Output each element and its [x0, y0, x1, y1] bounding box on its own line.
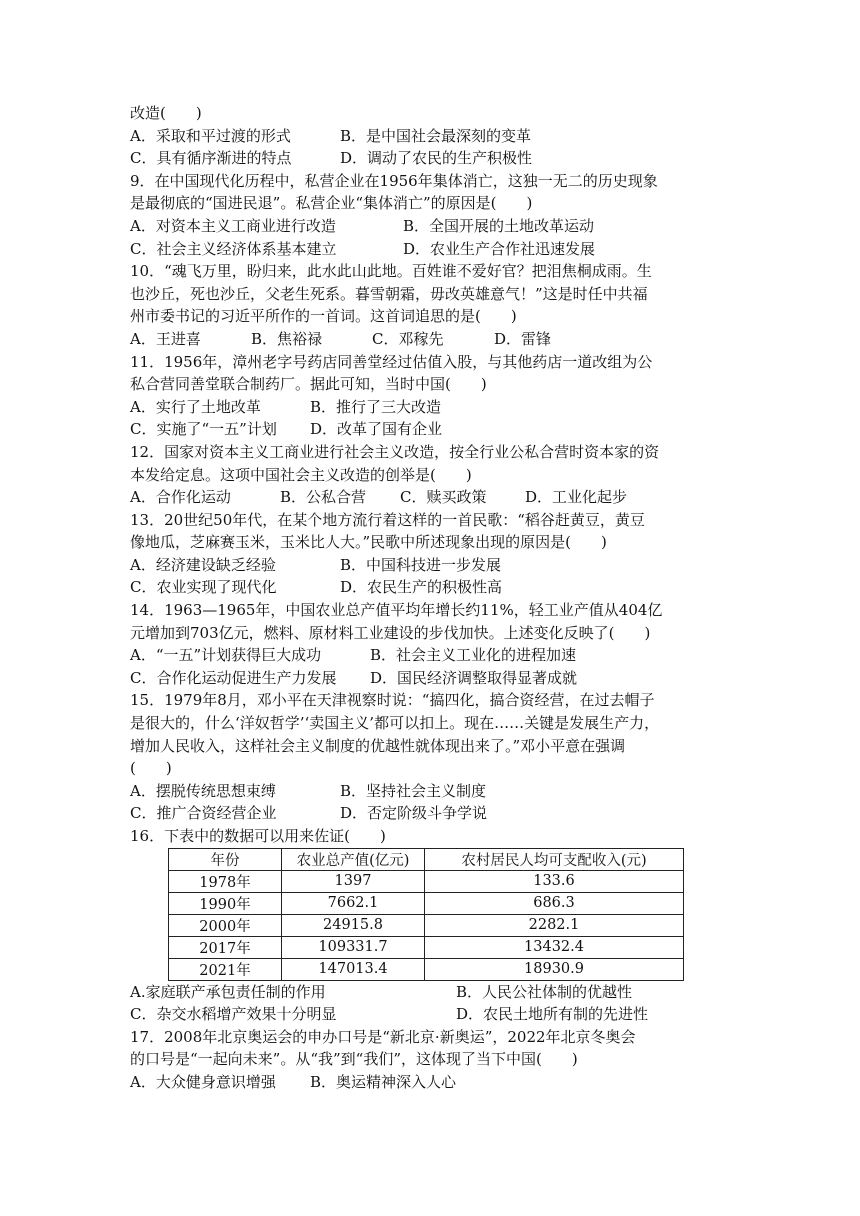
- q17-options-row1: [130, 1071, 740, 1094]
- q11-options-row1: [130, 396, 740, 419]
- q15-option-a[interactable]: A．摆脱传统思想束缚: [130, 781, 276, 800]
- q15-option-d[interactable]: D．否定阶级斗争学说: [340, 804, 488, 823]
- q14-option-b[interactable]: B．社会主义工业化的进程加速: [370, 646, 577, 665]
- q17-stem-cont: 的口号是“一起向未来”。从“我”到“我们”，这体现了当下中国( ): [130, 1050, 578, 1069]
- q15-option-c[interactable]: C．推广合资经营企业: [130, 804, 277, 823]
- q11-stem-cont: 私合营同善堂联合制药厂。据此可知，当时中国( ): [130, 375, 487, 394]
- q9-option-c[interactable]: C．社会主义经济体系基本建立: [130, 239, 337, 258]
- table-row: [169, 870, 684, 892]
- table-cell-year: 2021年: [169, 958, 282, 980]
- q13-option-d[interactable]: D．农民生产的积极性高: [340, 578, 503, 597]
- q15-stem-cont: 是很大的，什么‘洋奴哲学’‘卖国主义’都可以扣上。现在……关键是发展生产力，: [130, 714, 660, 733]
- table-cell-agri-output: 7662.1: [282, 892, 425, 914]
- q13-stem-cont: 像地瓜，芝麻赛玉米，玉米比人大。”民歌中所述现象出现的原因是( ): [130, 533, 607, 552]
- q11-option-d[interactable]: D．改革了国有企业: [310, 420, 443, 439]
- q11-option-a[interactable]: A．实行了土地改革: [130, 397, 261, 416]
- table-header-year: 年份: [169, 848, 282, 870]
- q10-options: [130, 328, 740, 351]
- q17-stem: 17．2008年北京奥运会的申办口号是“新北京·新奥运”，2022年北京冬奥会: [130, 1027, 636, 1046]
- q13-option-b[interactable]: B．中国科技进一步发展: [340, 555, 502, 574]
- q12-stem-cont: 本发给定息。这项中国社会主义改造的创举是( ): [130, 465, 472, 484]
- q8-option-a[interactable]: A．采取和平过渡的形式: [130, 126, 291, 145]
- q11-option-c[interactable]: C．实施了“一五”计划: [130, 420, 277, 439]
- table-row: [169, 958, 684, 980]
- table-cell-rural-income: 2282.1: [425, 914, 684, 936]
- q14-option-c[interactable]: C．合作化运动促进生产力发展: [130, 668, 337, 687]
- q15-option-b[interactable]: B．坚持社会主义制度: [340, 781, 487, 800]
- q16-stem: 16．下表中的数据可以用来佐证( ): [130, 827, 386, 845]
- q17-option-b[interactable]: B．奥运精神深入人心: [310, 1072, 457, 1091]
- q12-options: [130, 486, 740, 509]
- q9-options-row1: [130, 215, 740, 238]
- q15-answer-bracket: ( ): [130, 759, 172, 778]
- q12-option-c[interactable]: C．赎买政策: [400, 488, 487, 507]
- q10-stem-cont2: 州市委书记的习近平所作的一首词。这首词追思的是( ): [130, 307, 517, 326]
- table-cell-agri-output: 24915.8: [282, 914, 425, 936]
- q14-options-row1: [130, 644, 740, 667]
- q9-stem: 9．在中国现代化历程中，私营企业在1956年集体消亡，这独一无二的历史现象: [130, 171, 658, 190]
- q9-option-a[interactable]: A．对资本主义工商业进行改造: [130, 216, 336, 235]
- table-cell-agri-output: 1397: [282, 870, 425, 892]
- table-header-rural-income: 农村居民人均可支配收入(元): [425, 848, 684, 870]
- q10-option-d[interactable]: D．雷锋: [494, 329, 552, 348]
- q11-option-b[interactable]: B．推行了三大改造: [310, 397, 442, 416]
- q15-stem-cont2: 增加人民收入，这样社会主义制度的优越性就体现出来了。”邓小平意在强调: [130, 736, 626, 755]
- q11-stem: 11．1956年，漳州老字号药店同善堂经过估值入股，与其他药店一道改组为公: [130, 352, 653, 371]
- q16-option-d[interactable]: D．农民土地所有制的先进性: [456, 1005, 649, 1024]
- table-cell-rural-income: 13432.4: [425, 936, 684, 958]
- q12-option-b[interactable]: B．公私合营: [280, 488, 367, 507]
- q14-stem-cont: 元增加到703亿元，燃料、原材料工业建设的步伐加快。上述变化反映了( ): [130, 623, 651, 642]
- q8-option-b[interactable]: B．是中国社会最深刻的变革: [340, 126, 532, 145]
- q9-options-row2: [130, 238, 740, 261]
- q16-options-row2: [130, 1003, 740, 1026]
- q13-option-c[interactable]: C．农业实现了现代化: [130, 578, 277, 597]
- q11-options-row2: [130, 418, 740, 441]
- table-cell-agri-output: 109331.7: [282, 936, 425, 958]
- q16-option-c[interactable]: C．杂交水稻增产效果十分明显: [130, 1005, 337, 1024]
- q16-option-b[interactable]: B．人民公社体制的优越性: [456, 982, 633, 1001]
- table-cell-rural-income: 686.3: [425, 892, 684, 914]
- q8-option-d[interactable]: D．调动了农民的生产积极性: [340, 149, 533, 168]
- q8-stem: 改造( ): [130, 104, 202, 122]
- exam-page: [130, 102, 740, 1094]
- q13-stem: 13．20世纪50年代，在某个地方流行着这样的一首民歌：“稻谷赶黄豆，黄豆: [130, 510, 645, 529]
- q13-options-row1: [130, 554, 740, 577]
- q9-option-d[interactable]: D．农业生产合作社迅速发展: [403, 239, 596, 258]
- q12-option-d[interactable]: D．工业化起步: [525, 488, 628, 507]
- table-cell-rural-income: 18930.9: [425, 958, 684, 980]
- q14-stem: 14．1963—1965年，中国农业总产值平均年增长约11%，轻工业产值从404亿: [130, 601, 663, 620]
- q13-options-row2: [130, 576, 740, 599]
- q16-options-row1: [130, 981, 740, 1004]
- q14-option-d[interactable]: D．国民经济调整取得显著成就: [370, 668, 578, 687]
- q10-option-c[interactable]: C．邓稼先: [372, 329, 444, 348]
- q14-option-a[interactable]: A．“一五”计划获得巨大成功: [130, 646, 322, 665]
- q12-stem: 12．国家对资本主义工商业进行社会主义改造，按全行业公私合营时资本家的资: [130, 442, 660, 461]
- table-header-agri-output: 农业总产值(亿元): [282, 848, 425, 870]
- table-cell-year: 2000年: [169, 914, 282, 936]
- q10-option-a[interactable]: A．王进喜: [130, 329, 201, 348]
- q9-option-b[interactable]: B．全国开展的土地改革运动: [403, 216, 595, 235]
- q8-options-row2: [130, 147, 740, 170]
- table-row: [169, 936, 684, 958]
- q8-options-row1: [130, 125, 740, 148]
- q16-data-table: [168, 848, 684, 981]
- q8-option-c[interactable]: C．具有循序渐进的特点: [130, 149, 292, 168]
- q13-option-a[interactable]: A．经济建设缺乏经验: [130, 555, 276, 574]
- table-cell-year: 2017年: [169, 936, 282, 958]
- q17-option-a[interactable]: A．大众健身意识增强: [130, 1072, 276, 1091]
- table-cell-year: 1990年: [169, 892, 282, 914]
- table-row: [169, 914, 684, 936]
- table-cell-rural-income: 133.6: [425, 870, 684, 892]
- q10-stem: 10．“魂飞万里，盼归来，此水此山此地。百姓谁不爱好官？把泪焦桐成雨。生: [130, 262, 652, 281]
- q15-options-row2: [130, 802, 740, 825]
- q10-option-b[interactable]: B．焦裕禄: [251, 329, 323, 348]
- q15-stem: 15．1979年8月，邓小平在天津视察时说：“搞四化，搞合资经营，在过去帽子: [130, 691, 655, 710]
- table-cell-agri-output: 147013.4: [282, 958, 425, 980]
- q16-option-a[interactable]: A.家庭联产承包责任制的作用: [130, 982, 326, 1001]
- q14-options-row2: [130, 667, 740, 690]
- table-header-row: [169, 848, 684, 870]
- q15-options-row1: [130, 780, 740, 803]
- table-row: [169, 892, 684, 914]
- table-cell-year: 1978年: [169, 870, 282, 892]
- q10-stem-cont: 也沙丘，死也沙丘，父老生死系。暮雪朝霜，毋改英雄意气！”这是时任中共福: [130, 284, 648, 303]
- q9-stem-cont: 是最彻底的“国进民退”。私营企业“集体消亡”的原因是( ): [130, 194, 533, 213]
- q12-option-a[interactable]: A．合作化运动: [130, 488, 231, 507]
